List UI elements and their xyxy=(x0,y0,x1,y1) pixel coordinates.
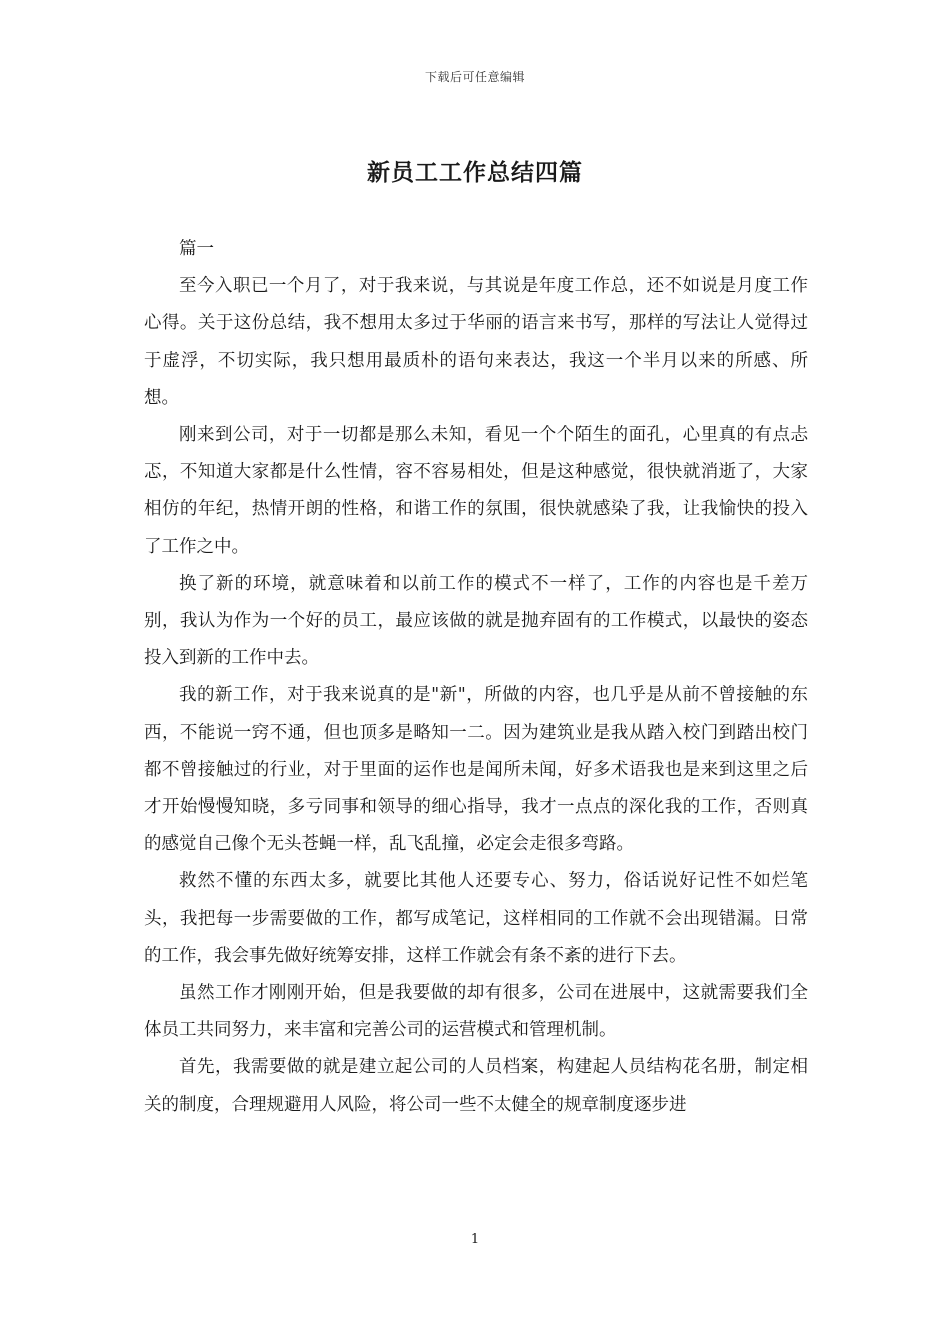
paragraph-5: 救然不懂的东西太多，就要比其他人还要专心、努力，俗话说好记性不如烂笔头，我把每一步需要做的工作，都写成笔记，这样相同的工作就不会出现错漏。日常的工作，我会事先做好统筹安排，这样工作就会有条不紊的进行下去。 xyxy=(144,871,808,966)
paragraph-4: 我的新工作，对于我来说真的是"新"，所做的内容，也几乎是从前不曾接触的东西，不能说一窍不通，但也顶多是略知一二。因为建筑业是我从踏入校门到踏出校门都不曾接触过的行业，对于里面的运作也是闻所未闻，好多术语我也是来到这里之后才开始慢慢知晓，多亏同事和领导的细心指导，我才一点点的深化我的工作，否则真的感觉自己像个无头苍蝇一样，乱飞乱撞，必定会走很多弯路。 xyxy=(144,685,808,855)
paragraph-2: 刚来到公司，对于一切都是那么未知，看见一个个陌生的面孔，心里真的有点忐忑，不知道大家都是什么性情，容不容易相处，但是这种感觉，很快就消逝了，大家相仿的年纪，热情开朗的性格，和谐工作的氛围，很快就感染了我，让我愉快的投入了工作之中。 xyxy=(144,425,808,557)
paragraph-3: 换了新的环境，就意味着和以前工作的模式不一样了，工作的内容也是千差万别，我认为作为一个好的员工，最应该做的就是抛弃固有的工作模式，以最快的姿态投入到新的工作中去。 xyxy=(144,573,808,669)
paragraph-6: 虽然工作才刚刚开始，但是我要做的却有很多，公司在进展中，这就需要我们全体员工共同努力，来丰富和完善公司的运营模式和管理机制。 xyxy=(144,983,808,1041)
header-note: 下载后可任意编辑 xyxy=(424,70,525,84)
paragraph-1: 至今入职已一个月了，对于我来说，与其说是年度工作总，还不如说是月度工作心得。关于这份总结，我不想用太多过于华丽的语言来书写，那样的写法让人觉得过于虚浮，不切实际，我只想用最质朴的语句来表达，我这一个半月以来的所感、所想。 xyxy=(144,276,808,408)
document-title: 新员工工作总结四篇 xyxy=(367,159,583,186)
section-label: 篇一 xyxy=(179,239,214,259)
paragraph-7: 首先，我需要做的就是建立起公司的人员档案，构建起人员结构花名册，制定相关的制度，合理规避用人风险，将公司一些不太健全的规章制度逐步进 xyxy=(144,1057,808,1115)
document-body xyxy=(144,231,808,1124)
page-number: 1 xyxy=(470,1232,480,1247)
